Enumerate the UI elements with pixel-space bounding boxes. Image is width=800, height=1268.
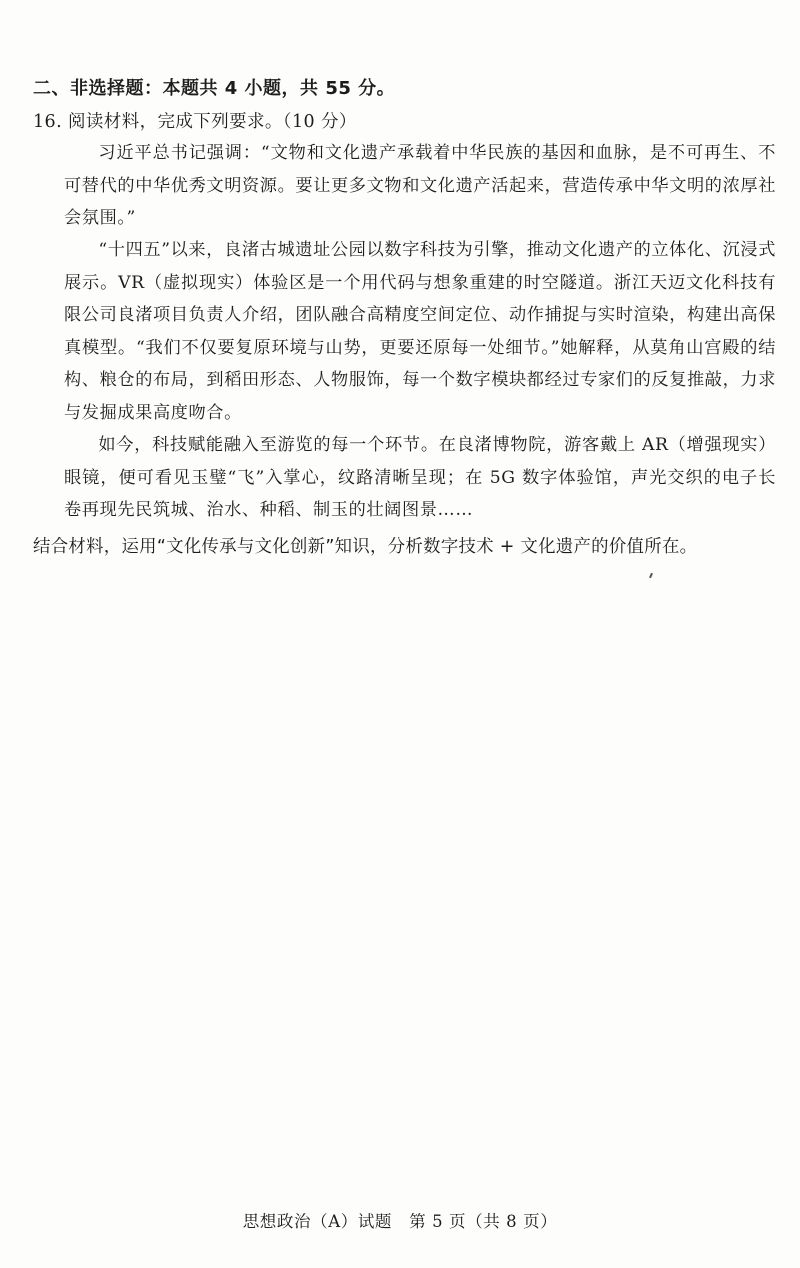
material-paragraph-1 xyxy=(64,137,776,235)
material-text-1: 习近平总书记强调：“文物和文化遗产承载着中华民族的基因和血脉，是不可再生、不可替代的中华优秀文明资源。要让更多文物和文化遗产活起来，营造传承中华文明的浓厚社会氛围。” xyxy=(64,143,776,228)
scan-speck xyxy=(649,573,653,578)
question-task: 结合材料，运用“文化传承与文化创新”知识，分析数字技术 + 文化遗产的价值所在。 xyxy=(33,537,698,557)
material-paragraph-2 xyxy=(64,234,776,429)
page-footer: 思想政治（A）试题 第 5 页（共 8 页） xyxy=(242,1212,558,1231)
section-title: 二、非选择题：本题共 4 小题，共 55 分。 xyxy=(33,78,396,99)
question-heading: 16. 阅读材料，完成下列要求。（10 分） xyxy=(33,112,357,132)
material-paragraph-3 xyxy=(64,429,776,527)
material-text-2: “十四五”以来，良渚古城遗址公园以数字科技为引擎，推动文化遗产的立体化、沉浸式展示。VR（虚拟现实）体验区是一个用代码与想象重建的时空隧道。浙江天迈文化科技有限公司良渚项目负责人介绍，团队融合高精度空间定位、动作捕捉与实时渲染，构建出高保真模型。“我们不仅要复原环境与山势，更要还原每一处细节。”她解释，从莫角山宫殿的结构、粮仓的布局，到稻田形态、人物服饰，每一个数字模块都经过专家们的反复推敲，力求与发掘成果高度吻合。 xyxy=(64,240,776,423)
material-text-3: 如今，科技赋能融入至游览的每一个环节。在良渚博物院，游客戴上 AR（增强现实）眼镜，便可看见玉璧“飞”入掌心，纹路清晰呈现；在 5G 数字体验馆，声光交织的电子长卷再现先民筑城、治水、种稻、制玉的壮阔图景…… xyxy=(64,435,776,520)
